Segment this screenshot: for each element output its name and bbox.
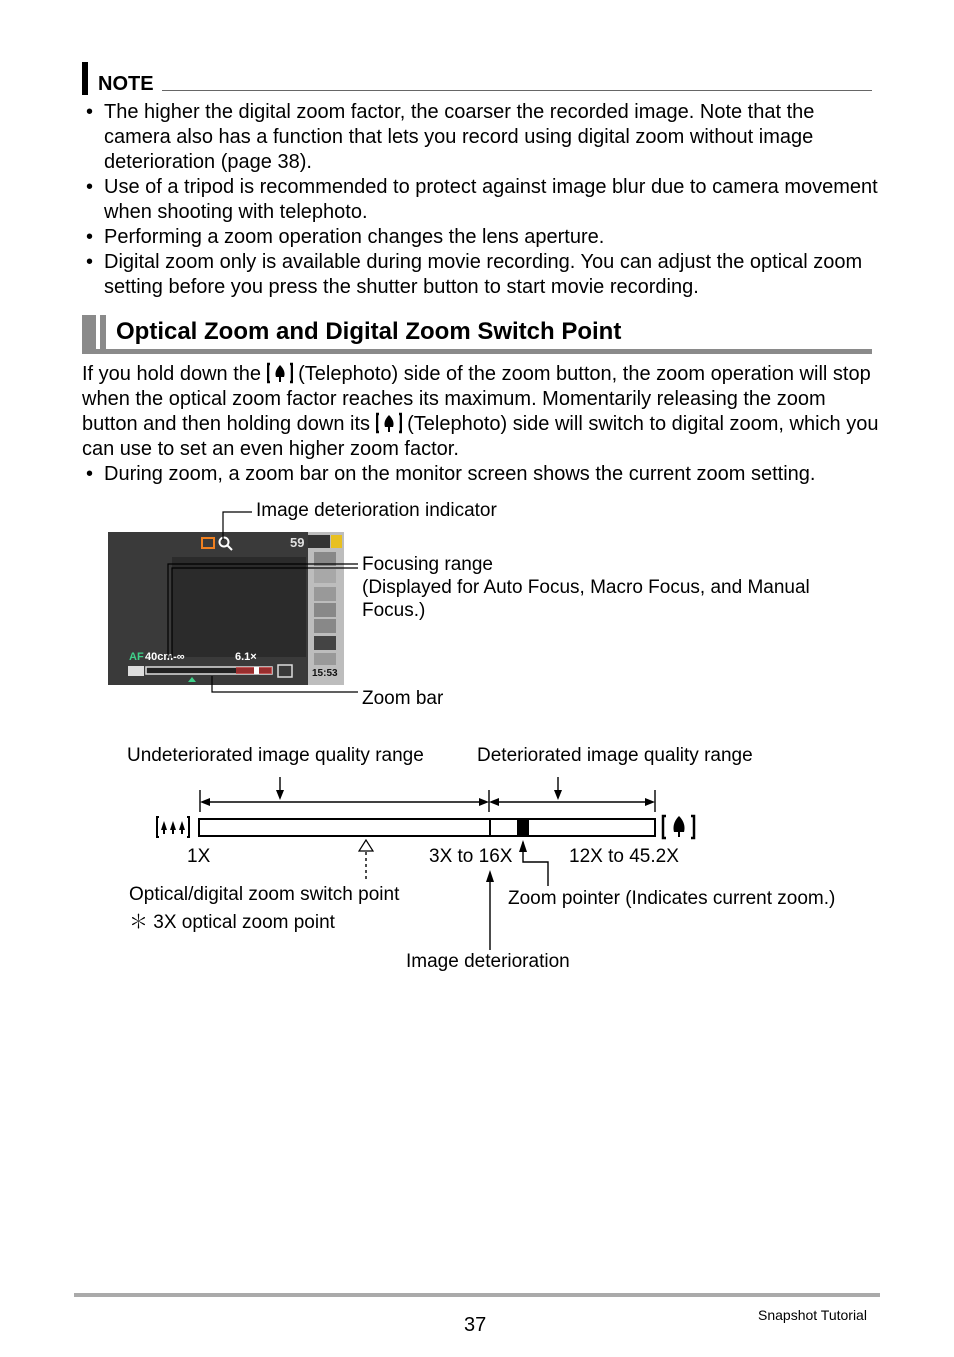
label-zoom-pointer: Zoom pointer (Indicates current zoom.): [508, 888, 836, 909]
af-indicator: AF: [129, 651, 144, 663]
label-12x-45x: 12X to 45.2X: [569, 846, 679, 867]
zoom-factor-readout: 6.1×: [235, 651, 257, 663]
switch-point-marker: [359, 840, 373, 851]
para-text: (Telephoto) side of the zoom button, the zoom operation will stop when the optical zoom factor reaches its maximum. Momentarily releasing the zoom button and then holding down its: [82, 363, 871, 435]
list-item: • Performing a zoom operation changes the lens aperture.: [82, 225, 882, 250]
focusing-range-note: (Displayed for Auto Focus, Macro Focus, and Manual: [362, 577, 810, 598]
label-switch-point: Optical/digital zoom switch point: [129, 884, 400, 905]
label-focusing-range: [362, 553, 810, 622]
section-title: Optical Zoom and Digital Zoom Switch Point: [116, 318, 622, 345]
callout-line: [168, 564, 358, 658]
time-readout: 15:53: [312, 668, 338, 679]
label-switch-note: ＊ 3X optical zoom point: [129, 912, 335, 933]
shots-remaining: 59: [290, 535, 305, 550]
callout-line: [223, 512, 252, 540]
label-deteriorated: Deteriorated image quality range: [477, 745, 753, 766]
label-image-deterioration: Image deterioration: [406, 951, 570, 972]
list-item: • During zoom, a zoom bar on the monitor screen shows the current zoom setting.: [82, 462, 882, 487]
note-label: NOTE: [98, 73, 154, 95]
label-zoom-bar: Zoom bar: [362, 688, 444, 709]
list-item: • The higher the digital zoom factor, the coarser the recorded image. Note that the camera also has a function that lets you record using digital zoom without image deterioration (page 38).: [82, 100, 882, 175]
list-item: • Use of a tripod is recommended to protect against image blur due to camera movement when shooting with telephoto.: [82, 175, 882, 225]
zoom-scale-bar: [199, 819, 655, 836]
callout-line: [172, 568, 358, 658]
list-item: • Digital zoom only is available during movie recording. You can adjust the optical zoom setting before you press the shutter button to start movie recording.: [82, 250, 882, 300]
zoom-pointer-marker: [517, 819, 529, 836]
callout-line: [212, 676, 358, 692]
label-3x-16x: 3X to 16X: [429, 846, 513, 867]
footer-title: Snapshot Tutorial: [758, 1307, 867, 1323]
para-text: If you hold down the: [82, 363, 262, 385]
label-undeteriorated: Undeteriorated image quality range: [127, 745, 424, 766]
wide-icon-trees: [161, 821, 185, 834]
label-1x: 1X: [187, 846, 211, 867]
label-deterioration-indicator: Image deterioration indicator: [256, 500, 497, 521]
focusing-range-note: Focus.): [362, 600, 426, 621]
focusing-range-title: Focusing range: [362, 554, 493, 575]
footer-rule: [74, 1293, 880, 1297]
para-text: (Telephoto) side will switch to digital zoom, which you can use to set an even higher zoom factor.: [82, 413, 879, 460]
focus-range-readout: 40cm-∞: [145, 651, 185, 663]
page-number: 37: [464, 1314, 487, 1336]
